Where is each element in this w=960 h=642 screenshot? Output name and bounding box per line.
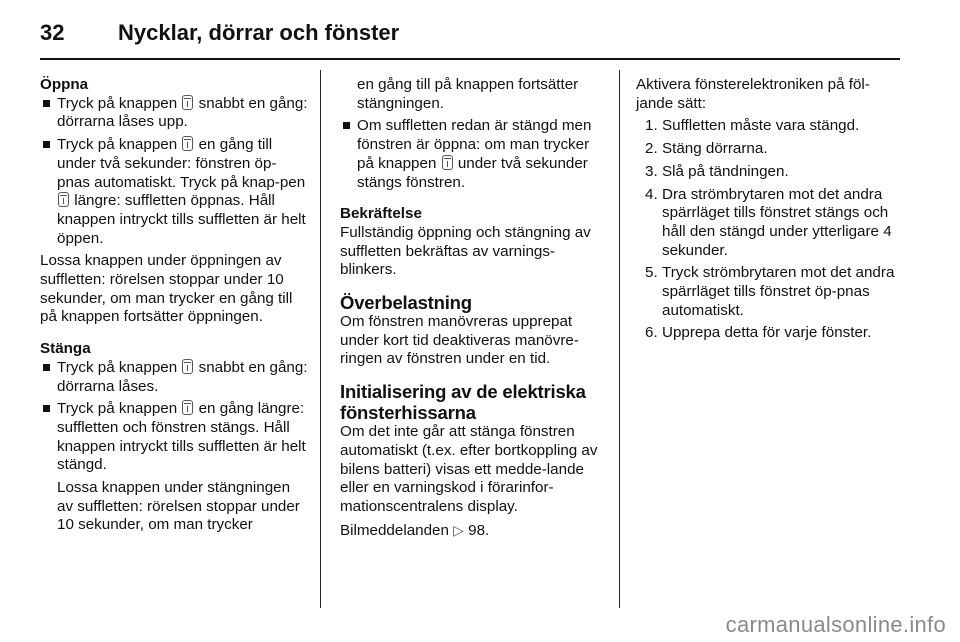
overload-heading: Överbelastning — [340, 292, 472, 314]
column-2 — [340, 76, 608, 540]
unlock-key-icon — [58, 192, 69, 207]
bullet-icon — [43, 100, 50, 107]
lock-key-icon — [182, 400, 193, 415]
page-title: Nycklar, dörrar och fönster — [118, 20, 400, 45]
confirm-paragraph: Fullständig öppning och stängning av suffletten bekräftas av varnings-blinkers. — [340, 223, 591, 279]
list-item: Om suffletten redan är stängd men fönstren är öppna: om man trycker på knappen under två sekunder stängs fönstren. — [340, 117, 608, 192]
header-rule — [40, 58, 900, 60]
list-item: 5. Tryck strömbrytaren mot det andra spärrläget tills fönstret öp-pnas automatiskt. — [645, 264, 895, 319]
unlock-key-icon — [182, 136, 193, 151]
open-paragraph: Lossa knappen under öppningen av suffletten: rörelsen stoppar under 10 sekunder, om man trycker en gång till på knappen fortsätter öppningen. — [40, 252, 293, 326]
list-item: 3. Slå på tändningen. — [645, 162, 789, 180]
bullet-icon — [343, 122, 350, 129]
init-heading: Initialisering av de elektriska fönsterhissarna — [340, 381, 586, 424]
close-list — [40, 359, 308, 535]
bullet-icon — [43, 364, 50, 371]
open-heading: Öppna — [40, 76, 89, 93]
page-number: 32 — [40, 20, 65, 45]
list-item: 4. Dra strömbrytaren mot det andra spärrläget tills fönstret stängs och håll den stängd under ytterligare 4 sekunder. — [645, 185, 892, 259]
column-3 — [636, 76, 906, 347]
watermark: carmanualsonline.info — [725, 612, 946, 637]
steps-list — [636, 117, 906, 343]
lock-key-icon — [442, 155, 453, 170]
overload-paragraph: Om fönstren manövreras upprepat under kort tid deaktiveras manövre-ringen av fönstren under en tid. — [340, 313, 579, 368]
unlock-key-icon — [182, 95, 193, 110]
bullet-icon — [43, 141, 50, 148]
list-item: Tryck på knappen snabbt en gång: dörrarna låses upp. — [40, 95, 308, 132]
arrow-reference-icon: ▷ — [453, 521, 464, 538]
list-item: Tryck på knappen en gång till under två sekunder: fönstren öp-pnas automatiskt. Tryck på knap-pen längre: suffletten öppnas. Håll knappen intryckt tills suffletten är helt öppen. — [40, 136, 308, 248]
list-item: Tryck på knappen en gång längre: suffletten och fönstren stängs. Håll knappen intryckt tills suffletten är helt stängd. Lossa knappen under stängningen av suffletten: rörelsen stoppar under 10 sekunder, om man trycker — [40, 400, 308, 535]
init-paragraph: Om det inte går att stänga fönstren automatiskt (t.ex. efter bortkoppling av bilens batteri) visas ett medde-lande eller en varningskod i förarinfor-mationscentralens display. — [340, 423, 598, 515]
column-1 — [40, 76, 308, 539]
open-list — [40, 95, 308, 249]
list-item: 6. Upprepa detta för varje fönster. — [645, 324, 872, 342]
list-item: 1. Suffletten måste vara stängd. — [645, 117, 860, 135]
windows-list — [340, 117, 608, 192]
message-reference: Bilmeddelanden ▷ 98. — [340, 521, 490, 539]
close-heading: Stänga — [40, 340, 91, 358]
bullet-icon — [43, 405, 50, 412]
intro-paragraph: Aktivera fönsterelektroniken på föl-jande sätt: — [636, 76, 870, 112]
list-item: Tryck på knappen snabbt en gång: dörrarna låses. — [40, 359, 308, 396]
lock-key-icon — [182, 359, 193, 374]
continued-paragraph: en gång till på knappen fortsätter stängningen. — [357, 76, 579, 112]
page-link[interactable]: 98. — [463, 521, 490, 539]
column-divider-1 — [320, 70, 321, 608]
close-paragraph: Lossa knappen under stängningen av suffletten: rörelsen stoppar under 10 sekunder, om man trycker — [57, 479, 300, 534]
column-divider-2 — [619, 70, 620, 608]
list-item: 2. Stäng dörrarna. — [645, 140, 768, 158]
confirm-heading: Bekräftelse — [340, 205, 422, 223]
page-header — [40, 16, 399, 50]
